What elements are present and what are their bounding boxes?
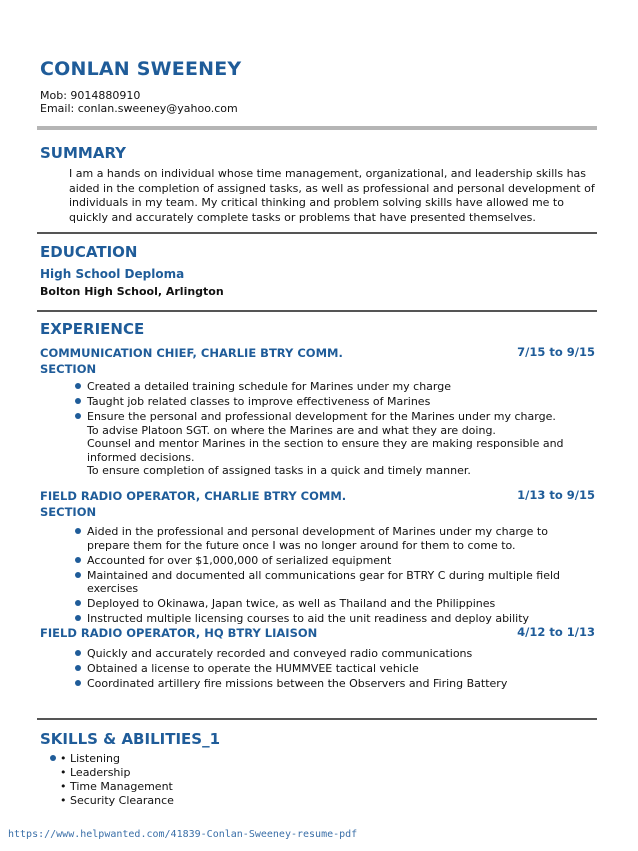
list-item: Coordinated artillery fire missions between the Observers and Firing Battery — [73, 677, 598, 691]
skills-list — [48, 752, 174, 808]
job-bullets — [73, 647, 598, 692]
list-item: Deployed to Okinawa, Japan twice, as well as Thailand and the Philippines — [73, 597, 563, 611]
bullet-icon — [75, 528, 81, 534]
header-divider — [37, 126, 597, 130]
bullet-icon — [50, 755, 56, 761]
list-item: Obtained a license to operate the HUMMVEE tactical vehicle — [73, 662, 598, 676]
skills-items — [60, 752, 174, 808]
education-divider — [37, 310, 597, 312]
experience-heading: EXPERIENCE — [40, 320, 145, 338]
list-item: Created a detailed training schedule for Marines under my charge — [73, 380, 598, 394]
job-dates: 1/13 to 9/15 — [517, 488, 595, 502]
job-dates: 4/12 to 1/13 — [517, 625, 595, 639]
skill-item: • Security Clearance — [60, 794, 174, 807]
summary-divider — [37, 232, 597, 234]
skill-item: • Time Management — [60, 780, 173, 793]
experience-divider — [37, 718, 597, 720]
bullet-icon — [75, 413, 81, 419]
bullet-icon — [75, 600, 81, 606]
bullet-icon — [75, 680, 81, 686]
list-item: Quickly and accurately recorded and conveyed radio communications — [73, 647, 598, 661]
bullet-icon — [75, 557, 81, 563]
education-school: Bolton High School, Arlington — [40, 285, 224, 298]
job-dates: 7/15 to 9/15 — [517, 345, 595, 359]
candidate-name: CONLAN SWEENEY — [40, 58, 242, 80]
bullet-icon — [75, 650, 81, 656]
job-title: FIELD RADIO OPERATOR, HQ BTRY LIAISON — [40, 626, 318, 640]
list-item: Instructed multiple licensing courses to aid the unit readiness and deploy ability — [73, 612, 612, 626]
bullet-icon — [75, 665, 81, 671]
bullet-icon — [75, 572, 81, 578]
list-item: Taught job related classes to improve effectiveness of Marines — [73, 395, 598, 409]
skill-item: • Leadership — [60, 766, 131, 779]
email-address: Email: conlan.sweeney@yahoo.com — [40, 102, 238, 115]
education-heading: EDUCATION — [40, 243, 138, 261]
list-item: Aided in the professional and personal development of Marines under my charge to prepare them for the future once I was no longer around for them to come to. — [73, 525, 563, 552]
skill-item: • Listening — [60, 752, 120, 765]
job-title: FIELD RADIO OPERATOR, CHARLIE BTRY COMM. SECTION — [40, 489, 347, 519]
summary-heading: SUMMARY — [40, 144, 127, 162]
job-bullets — [73, 380, 598, 479]
list-item: Maintained and documented all communications gear for BTRY C during multiple field exercises — [73, 569, 612, 596]
education-degree: High School Deploma — [40, 267, 185, 281]
mobile-number: Mob: 9014880910 — [40, 89, 141, 102]
skills-heading: SKILLS & ABILITIES_1 — [40, 730, 221, 748]
bullet-icon — [75, 383, 81, 389]
bullet-icon — [75, 398, 81, 404]
job-title: COMMUNICATION CHIEF, CHARLIE BTRY COMM. SECTION — [40, 346, 343, 376]
bullet-icon — [75, 615, 81, 621]
source-url-link[interactable]: https://www.helpwanted.com/41839-Conlan-Sweeney-resume-pdf — [8, 829, 358, 840]
summary-text: I am a hands on individual whose time management, organizational, and leadership skills has aided in the completion of assigned tasks, as well as professional and personal development of individuals in my team. My critical thinking and problem solving skills have allowed me to quickly and accurately complete tasks or problems that have presented themselves. — [69, 167, 595, 224]
list-item: Accounted for over $1,000,000 of serialized equipment — [73, 554, 563, 568]
job-bullets — [73, 525, 563, 627]
list-item: Ensure the personal and professional development for the Marines under my charge. To advise Platoon SGT. on where the Marines are and what they are doing. Counsel and mentor Marines in the section to ensure they are making responsible and informed decisions. To ensure completion of assigned tasks in a quick and timely manner. — [73, 410, 598, 478]
